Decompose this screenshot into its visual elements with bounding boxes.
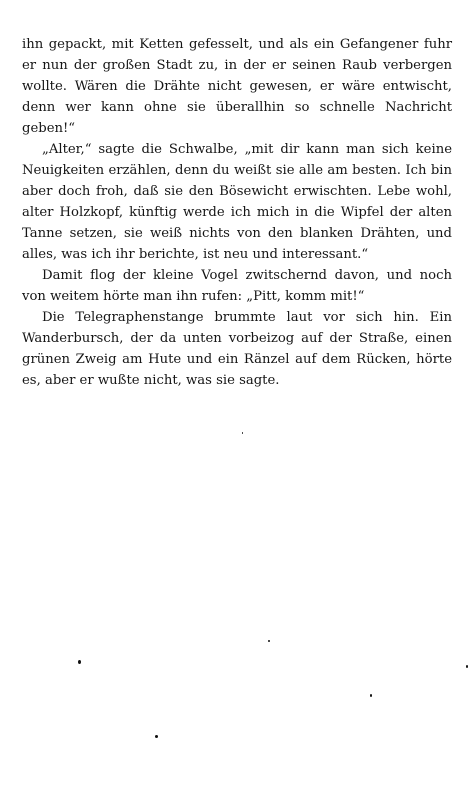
print-speck <box>268 640 270 642</box>
body-text <box>22 34 452 391</box>
print-speck <box>78 660 81 664</box>
paragraph-3: Damit flog der kleine Vogel zwitschernd davon, und noch von weitem hörte man ihn rufen: „Pitt, komm mit!“ <box>22 268 452 304</box>
paragraph-1: ihn gepackt, mit Ketten gefesselt, und als ein Gefangener fuhr er nun der großen Stadt zu, in der er seinen Raub verbergen wollte. Wären die Drähte nicht gewesen, er wäre entwischt, denn wer kann ohne sie überallhin so schnelle Nachricht geben!“ <box>22 37 452 136</box>
print-speck <box>370 694 372 697</box>
paragraph-2: „Alter,“ sagte die Schwalbe, „mit dir kann man sich keine Neuigkeiten erzählen, denn du weißt sie alle am besten. Ich bin aber doch froh, daß sie den Bösewicht erwischten. Lebe wohl, alter Holzkopf, künftig werde ich mich in die Wipfel der alten Tanne setzen, sie weiß nichts von den blanken Drähten, und alles, was ich ihr berichte, ist neu und interessant.“ <box>22 142 452 262</box>
paragraph-4: Die Telegraphenstange brummte laut vor sich hin. Ein Wanderbursch, der da unten vorbeizog auf der Straße, einen grünen Zweig am Hute und ein Ränzel auf dem Rücken, hörte es, aber er wußte nicht, was sie sagte. <box>22 310 452 388</box>
print-speck <box>155 735 158 738</box>
print-speck <box>466 665 468 668</box>
print-speck <box>242 432 243 434</box>
